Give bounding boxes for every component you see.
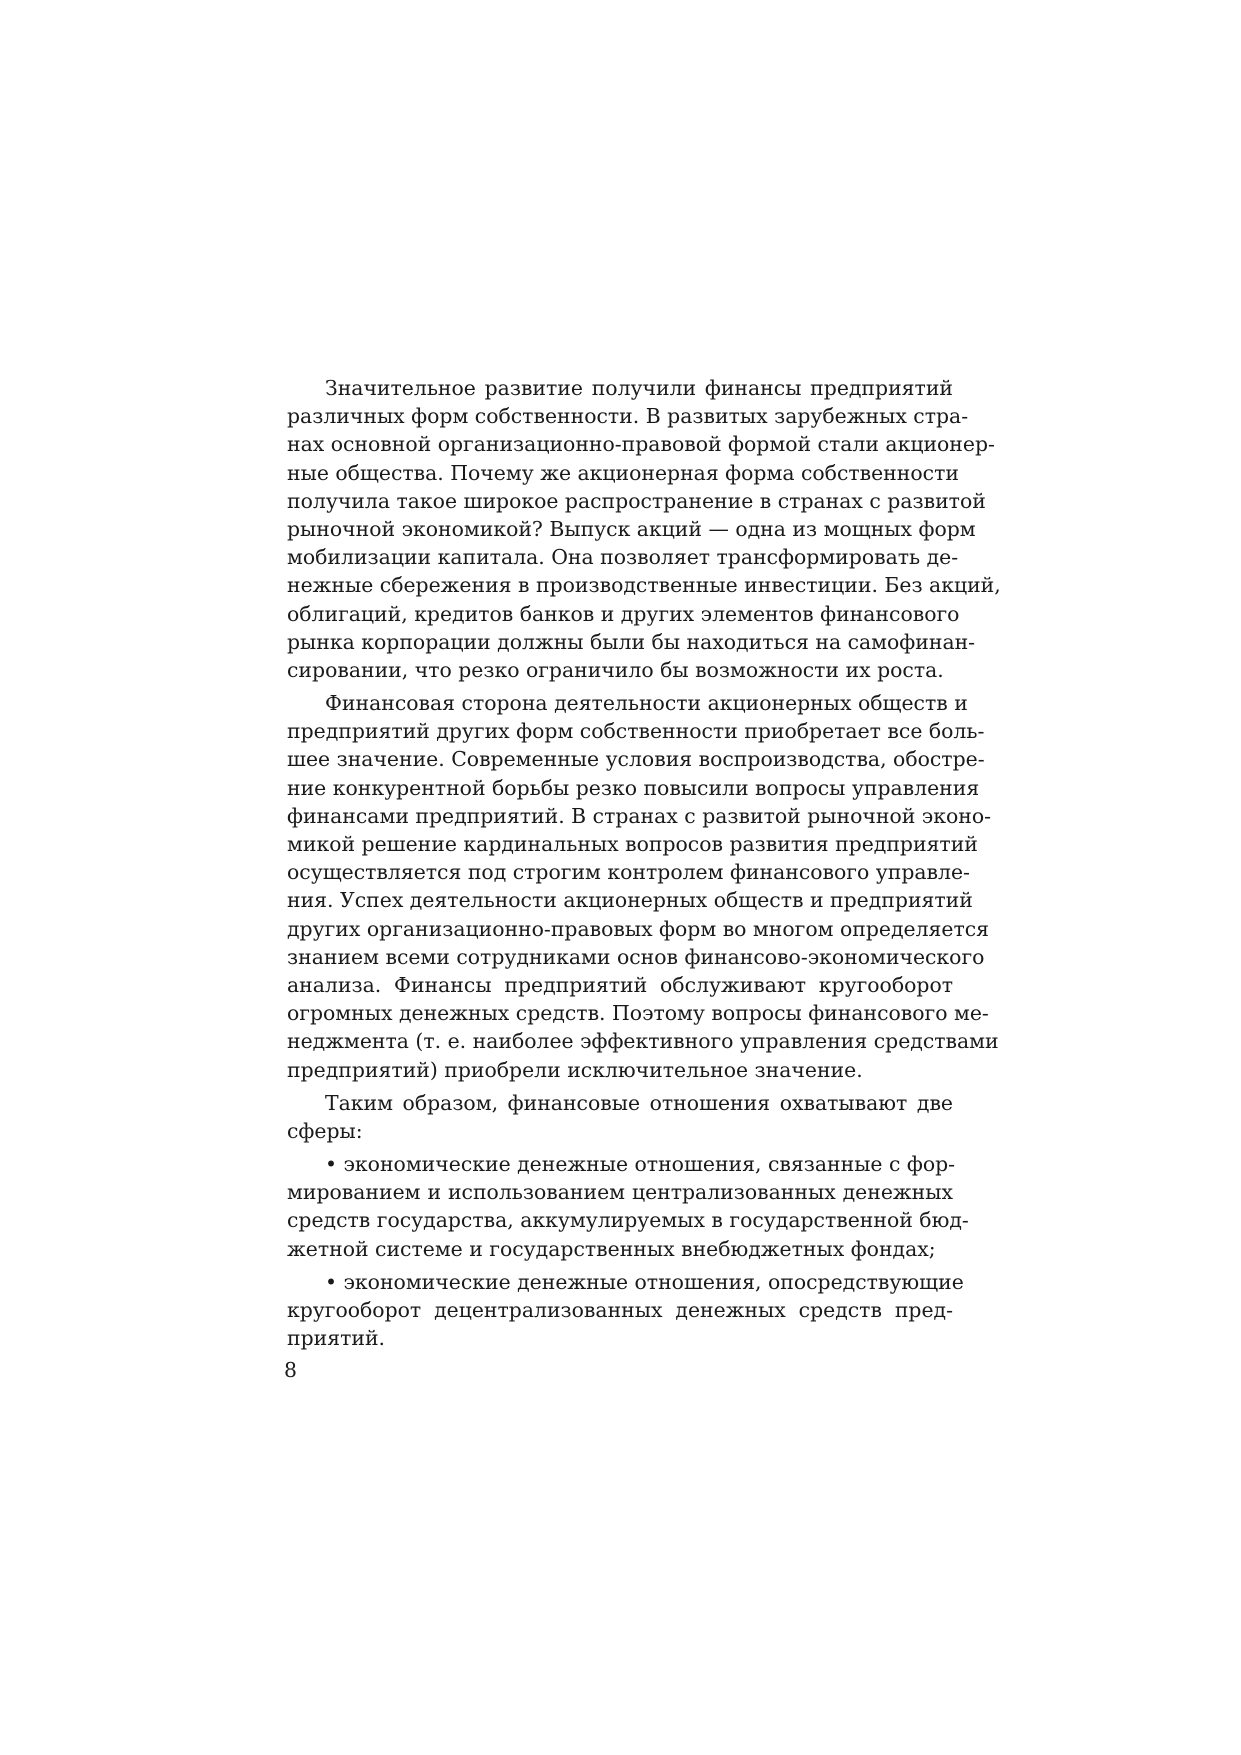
text-line: • экономические денежные отношения, опосредствующие (325, 1269, 964, 1294)
page-number: 8 (284, 1358, 297, 1382)
paragraph-two-spheres (287, 1089, 953, 1145)
text-line: сировании, что резко ограничило бы возможности их роста. (287, 657, 944, 682)
text-line: огромных денежных средств. Поэтому вопросы финансового ме- (287, 1001, 989, 1026)
text-line: анализа. Финансы предприятий обслуживают кругооборот (287, 972, 953, 997)
text-line: мированием и использованием централизованных денежных (287, 1180, 953, 1205)
text-line: ние конкурентной борьбы резко повысили вопросы управления (287, 775, 980, 800)
paragraph-financial-side (287, 689, 999, 1084)
text-line: Финансовая сторона деятельности акционерных обществ и (325, 691, 968, 716)
text-line: неджмента (т. е. наиболее эффективного управления средствами (287, 1029, 999, 1054)
text-line: нах основной организационно-правовой формой стали акционер- (287, 432, 995, 457)
text-line: нежные сбережения в производственные инвестиции. Без акций, (287, 573, 1001, 598)
text-line: приятий. (287, 1326, 386, 1351)
text-line: Таким образом, финансовые отношения охватывают две (325, 1090, 953, 1115)
text-line: предприятий других форм собственности приобретает все боль- (287, 719, 985, 744)
text-line: осуществляется под строгим контролем финансового управле- (287, 860, 970, 885)
text-line: рыночной экономикой? Выпуск акций — одна из мощных форм (287, 516, 976, 541)
text-line: других организационно-правовых форм во многом определяется (287, 916, 990, 941)
text-line: сферы: (287, 1118, 363, 1143)
text-line: Значительное развитие получили финансы предприятий (325, 376, 953, 400)
text-line: рынка корпорации должны были бы находиться на самофинан- (287, 629, 976, 654)
bullet-item-centralized (287, 1150, 969, 1263)
text-line: ные общества. Почему же акционерная форма собственности (287, 460, 959, 485)
text-line: облигаций, кредитов банков и других элементов финансового (287, 601, 960, 626)
text-line: знанием всеми сотрудниками основ финансово-экономического (287, 944, 985, 969)
text-line: кругооборот децентрализованных денежных средств пред- (287, 1298, 953, 1322)
text-line: жетной системе и государственных внебюджетных фондах; (287, 1236, 936, 1261)
paragraph-joint-stock (287, 374, 1001, 684)
text-line: шее значение. Современные условия воспроизводства, обостре- (287, 747, 985, 772)
text-line: ния. Успех деятельности акционерных обществ и предприятий (287, 888, 973, 913)
text-line: микой решение кардинальных вопросов развития предприятий (287, 832, 978, 856)
text-line: получила такое широкое распространение в странах с развитой (287, 488, 986, 513)
body-text (287, 374, 1001, 1352)
text-line: мобилизации капитала. Она позволяет трансформировать де- (287, 545, 959, 570)
text-line: средств государства, аккумулируемых в государственной бюд- (287, 1208, 969, 1233)
text-line: предприятий) приобрели исключительное значение. (287, 1057, 863, 1082)
text-line: финансами предприятий. В странах с развитой рыночной эконо- (287, 803, 991, 828)
text-line: • экономические денежные отношения, связанные с фор- (325, 1152, 956, 1177)
text-line: различных форм собственности. В развитых зарубежных стра- (287, 404, 969, 429)
bullet-item-decentralized (287, 1268, 964, 1353)
